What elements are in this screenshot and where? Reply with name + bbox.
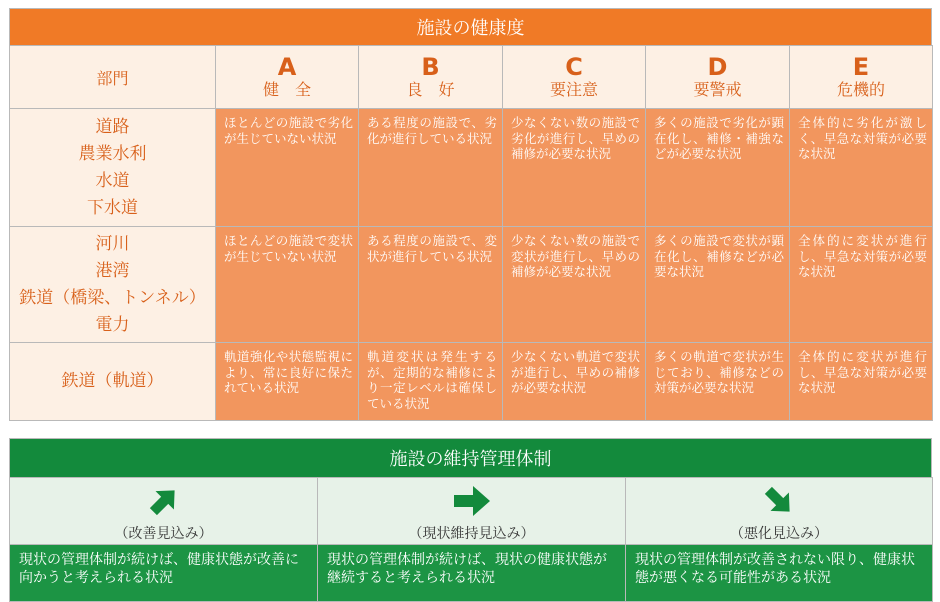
grade-name: 要警戒 — [693, 80, 742, 99]
maintenance-desc-row — [10, 545, 933, 602]
health-cell-a: ほとんどの施設で変状が生じていない状況 — [216, 227, 359, 343]
arrow-right-icon — [452, 484, 492, 518]
dept-column-header: 部門 — [10, 46, 216, 109]
maintenance-desc-maintain: 現状の管理体制が続けば、現状の健康状態が継続すると考えられる状況 — [318, 545, 626, 602]
grade-name: 健 全 — [262, 80, 311, 99]
dept-name: 鉄道（橋梁、トンネル） — [19, 287, 206, 308]
grade-header-d — [646, 46, 790, 109]
maintenance-table — [9, 477, 933, 602]
grade-letter: E — [852, 53, 870, 81]
grade-letter: A — [277, 53, 297, 81]
arrow-down-right-icon — [761, 484, 797, 518]
maintenance-col-worsen — [626, 478, 933, 545]
health-cell-c: 少なくない数の施設で劣化が進行し、早めの補修が必要な状況 — [503, 109, 646, 227]
health-cell-b: 軌道変状は発生するが、定期的な補修により一定レベルは確保している状況 — [359, 343, 503, 421]
dept-name: 水道 — [95, 170, 130, 191]
dept-cell — [10, 343, 216, 421]
grade-name: 良 好 — [406, 80, 455, 99]
grade-letter: D — [707, 53, 728, 81]
dept-name: 港湾 — [95, 260, 130, 281]
health-cell-e: 全体的に変状が進行し、早急な対策が必要な状況 — [790, 343, 933, 421]
maintenance-section — [9, 438, 932, 602]
health-cell-b: ある程度の施設で、劣化が進行している状況 — [359, 109, 503, 227]
health-cell-b: ある程度の施設で、変状が進行している状況 — [359, 227, 503, 343]
dept-name: 鉄道（軌道） — [61, 371, 164, 391]
grade-name: 要注意 — [549, 80, 598, 99]
dept-name: 道路 — [95, 116, 130, 137]
arrow-up-right-icon — [146, 484, 182, 518]
table-row-road-group — [10, 109, 933, 227]
dept-cell — [10, 109, 216, 227]
grade-letter: C — [565, 53, 583, 81]
dept-cell — [10, 227, 216, 343]
health-cell-a: 軌道強化や状態監視により、常に良好に保たれている状況 — [216, 343, 359, 421]
maintenance-col-improve — [10, 478, 318, 545]
grade-header-a — [216, 46, 359, 109]
health-cell-a: ほとんどの施設で劣化が生じていない状況 — [216, 109, 359, 227]
maintenance-title: 施設の維持管理体制 — [9, 438, 932, 477]
health-table-section — [9, 8, 932, 421]
health-cell-c: 少なくない数の施設で変状が進行し、早めの補修が必要な状況 — [503, 227, 646, 343]
health-cell-c: 少なくない軌道で変状が進行し、早めの補修が必要な状況 — [503, 343, 646, 421]
dept-name: 下水道 — [87, 197, 138, 218]
health-cell-d: 多くの軌道で変状が生じており、補修などの対策が必要な状況 — [646, 343, 790, 421]
maintenance-label: （現状維持見込み） — [408, 526, 535, 542]
grade-header-e — [790, 46, 933, 109]
maintenance-label: （改善見込み） — [114, 526, 213, 542]
health-cell-e: 全体的に変状が進行し、早急な対策が必要な状況 — [790, 227, 933, 343]
grade-header-b — [359, 46, 503, 109]
table-row-track — [10, 343, 933, 421]
health-cell-e: 全体的に劣化が激しく、早急な対策が必要な状況 — [790, 109, 933, 227]
grade-header-c — [503, 46, 646, 109]
health-table — [9, 45, 933, 421]
maintenance-desc-improve: 現状の管理体制が続けば、健康状態が改善に向かうと考えられる状況 — [10, 545, 318, 602]
maintenance-desc-worsen: 現状の管理体制が改善されない限り、健康状態が悪くなる可能性がある状況 — [626, 545, 933, 602]
maintenance-label: （悪化見込み） — [730, 526, 828, 542]
maintenance-header-row — [10, 478, 933, 545]
table-row-river-group — [10, 227, 933, 343]
grade-name: 危機的 — [836, 80, 885, 99]
maintenance-col-maintain — [318, 478, 626, 545]
health-cell-d: 多くの施設で劣化が顕在化し、補修・補強などが必要な状況 — [646, 109, 790, 227]
health-title: 施設の健康度 — [9, 8, 932, 45]
dept-name: 河川 — [95, 233, 130, 254]
health-cell-d: 多くの施設で変状が顕在化し、補修などが必要な状況 — [646, 227, 790, 343]
grade-header-row — [10, 46, 933, 109]
dept-name: 電力 — [95, 314, 130, 335]
dept-name: 農業水利 — [78, 143, 147, 164]
grade-letter: B — [421, 53, 440, 81]
